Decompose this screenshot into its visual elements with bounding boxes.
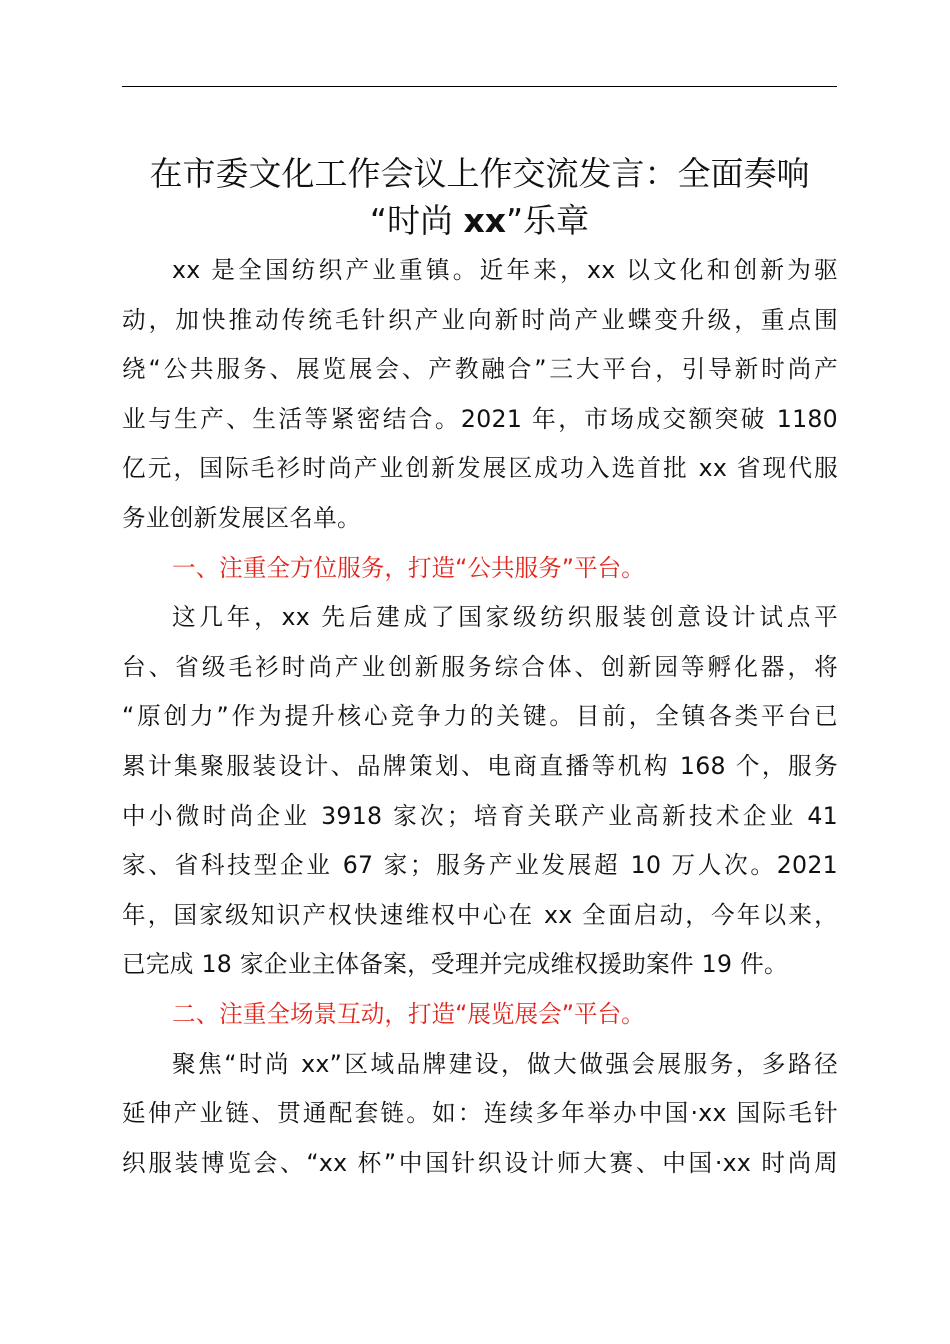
paragraph-public-service bbox=[122, 593, 838, 990]
paragraph-line: 累计集聚服装设计、品牌策划、电商直播等机构 168 个，服务 bbox=[122, 751, 838, 780]
title-line-1: 在市委文化工作会议上作交流发言：全面奏响 bbox=[149, 154, 810, 193]
title-open-quote: “时尚 bbox=[369, 201, 464, 240]
paragraph-line: 绕“公共服务、展览展会、产教融合”三大平台，引导新时尚产 bbox=[122, 355, 838, 384]
section-heading-2: 二、注重全场景互动，打造“展览展会”平台。 bbox=[172, 999, 645, 1028]
title-bold-xx: xx bbox=[463, 201, 507, 240]
paragraph-line: 业与生产、生活等紧密结合。2021 年，市场成交额突破 1180 bbox=[122, 404, 838, 433]
header-rule bbox=[122, 86, 837, 87]
paragraph-line: “原创力”作为提升核心竞争力的关键。目前，全镇各类平台已 bbox=[122, 702, 838, 731]
title-line-2 bbox=[118, 197, 841, 244]
section-heading-1: 一、注重全方位服务，打造“公共服务”平台。 bbox=[172, 553, 645, 582]
paragraph-line: 动，加快推动传统毛针织产业向新时尚产业蝶变升级，重点围 bbox=[122, 305, 838, 334]
paragraph-line: 中小微时尚企业 3918 家次；培育关联产业高新技术企业 41 bbox=[122, 801, 838, 830]
paragraph-line: 聚焦“时尚 xx”区域品牌建设，做大做强会展服务，多路径 bbox=[172, 1049, 838, 1078]
paragraph-line: 务业创新发展区名单。 bbox=[122, 503, 361, 532]
paragraph-line: 织服装博览会、“xx 杯”中国针织设计师大赛、中国·xx 时尚周 bbox=[122, 1148, 838, 1177]
paragraph-line: 这几年，xx 先后建成了国家级纺织服装创意设计试点平 bbox=[172, 603, 838, 632]
paragraph-exhibition bbox=[122, 1040, 838, 1189]
paragraph-intro bbox=[122, 246, 838, 544]
paragraph-line: 已完成 18 家企业主体备案，受理并完成维权援助案件 19 件。 bbox=[122, 950, 788, 979]
title-close: ”乐章 bbox=[506, 201, 590, 240]
paragraph-line: 年，国家级知识产权快速维权中心在 xx 全面启动，今年以来， bbox=[122, 900, 838, 929]
paragraph-line: 延伸产业链、贯通配套链。如：连续多年举办中国·xx 国际毛针 bbox=[122, 1099, 838, 1128]
paragraph-line: xx 是全国纺织产业重镇。近年来，xx 以文化和创新为驱 bbox=[172, 256, 838, 284]
paragraph-line: 亿元，国际毛衫时尚产业创新发展区成功入选首批 xx 省现代服 bbox=[122, 454, 838, 483]
paragraph-line: 家、省科技型企业 67 家；服务产业发展超 10 万人次。2021 bbox=[122, 851, 838, 880]
document-body bbox=[122, 246, 838, 1188]
document-title bbox=[118, 150, 841, 244]
paragraph-line: 台、省级毛衫时尚产业创新服务综合体、创新园等孵化器，将 bbox=[122, 652, 838, 681]
